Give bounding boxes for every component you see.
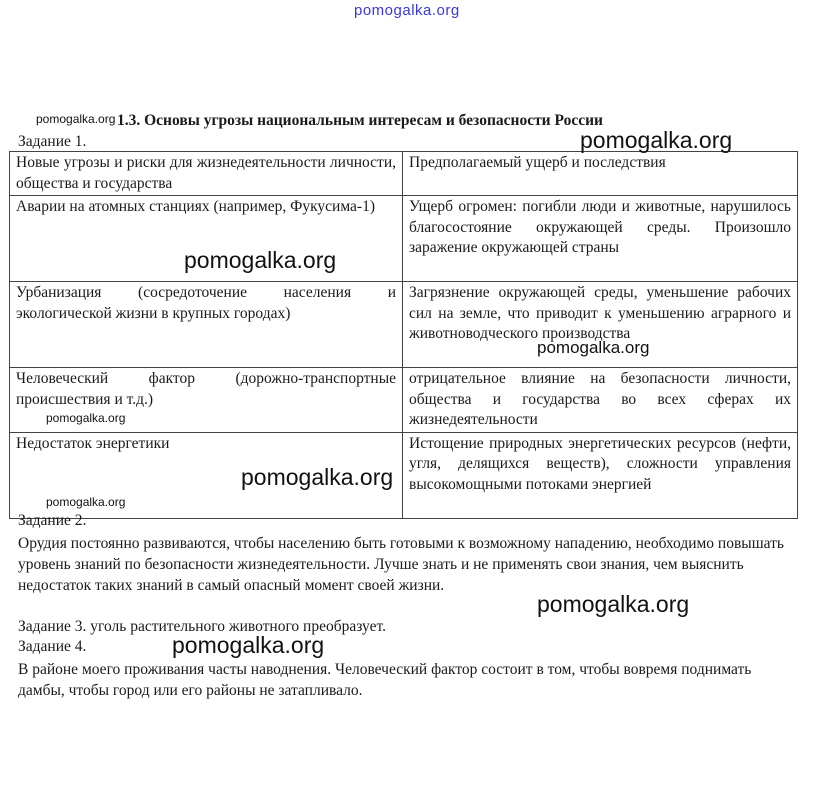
watermark-row4: pomogalka.org: [241, 464, 394, 490]
table-row: [10, 368, 798, 433]
watermark-row4-small: pomogalka.org: [46, 495, 126, 509]
task3-text: Задание 3. уголь растительного животного преобразует.: [18, 618, 386, 635]
table-cell-damage: отрицательное влияние на безопасности личности, общества и государства во всех сферах их жизнедеятельности: [403, 368, 798, 433]
watermark-row2: pomogalka.org: [537, 338, 650, 357]
table-row: [10, 282, 798, 368]
task2-text: Орудия постоянно развиваются, чтобы населению быть готовыми к возможному нападению, необходимо повышать уровень знаний по безопасности жизнедеятельности. Лучше знать и не применять свои знания, чем выяснить недостаток таких знаний в самый опасный момент своей жизни.: [18, 535, 784, 594]
task4-text: В районе моего проживания часты наводнения. Человеческий фактор состоит в том, чтобы вовремя поднимать дамбы, чтобы город или его районы не затапливало.: [18, 661, 752, 699]
task4-label: Задание 4.: [18, 638, 87, 655]
section-title: 1.3. Основы угрозы национальным интересам и безопасности России: [117, 112, 603, 129]
watermark-task3: pomogalka.org: [172, 632, 325, 658]
table-header-cell-threats: Новые угрозы и риски для жизнедеятельности личности, общества и государства: [10, 152, 403, 196]
table-cell-threat: Человеческий фактор (дорожно-транспортные происшествия и т.д.): [10, 368, 403, 433]
table-cell-damage: Загрязнение окружающей среды, уменьшение рабочих сил на земле, что приводит к уменьшению аграрного и животноводческого производства: [403, 282, 798, 368]
watermark-row1: pomogalka.org: [184, 247, 337, 273]
table-row: [10, 432, 798, 518]
watermark-right-top: pomogalka.org: [580, 127, 733, 153]
table-cell-threat: Урбанизация (сосредоточение населения и экологической жизни в крупных городах): [10, 282, 403, 368]
table-cell-threat: Аварии на атомных станциях (например, Фукусима-1): [10, 196, 403, 282]
threats-table: [9, 151, 798, 519]
table-header-row: [10, 152, 798, 196]
task2-label: Задание 2.: [18, 512, 87, 529]
table-cell-damage: Ущерб огромен: погибли люди и животные, нарушилось благосостояние окружающей среды. Произошло заражение окружающей страны: [403, 196, 798, 282]
watermark-row3: pomogalka.org: [46, 411, 126, 425]
task1-label: Задание 1.: [18, 133, 87, 150]
watermark-task2: pomogalka.org: [537, 591, 690, 617]
table-row: [10, 196, 798, 282]
table-cell-damage: Истощение природных энергетических ресурсов (нефти, угля, делящихся веществ), сложности управления высокомощными потоками энергией: [403, 432, 798, 518]
table-cell-threat: Недостаток энергетики: [10, 432, 403, 518]
watermark-heading-left: pomogalka.org: [36, 112, 116, 126]
watermark-top: pomogalka.org: [354, 2, 460, 19]
table-header-cell-damage: Предполагаемый ущерб и последствия: [403, 152, 798, 196]
